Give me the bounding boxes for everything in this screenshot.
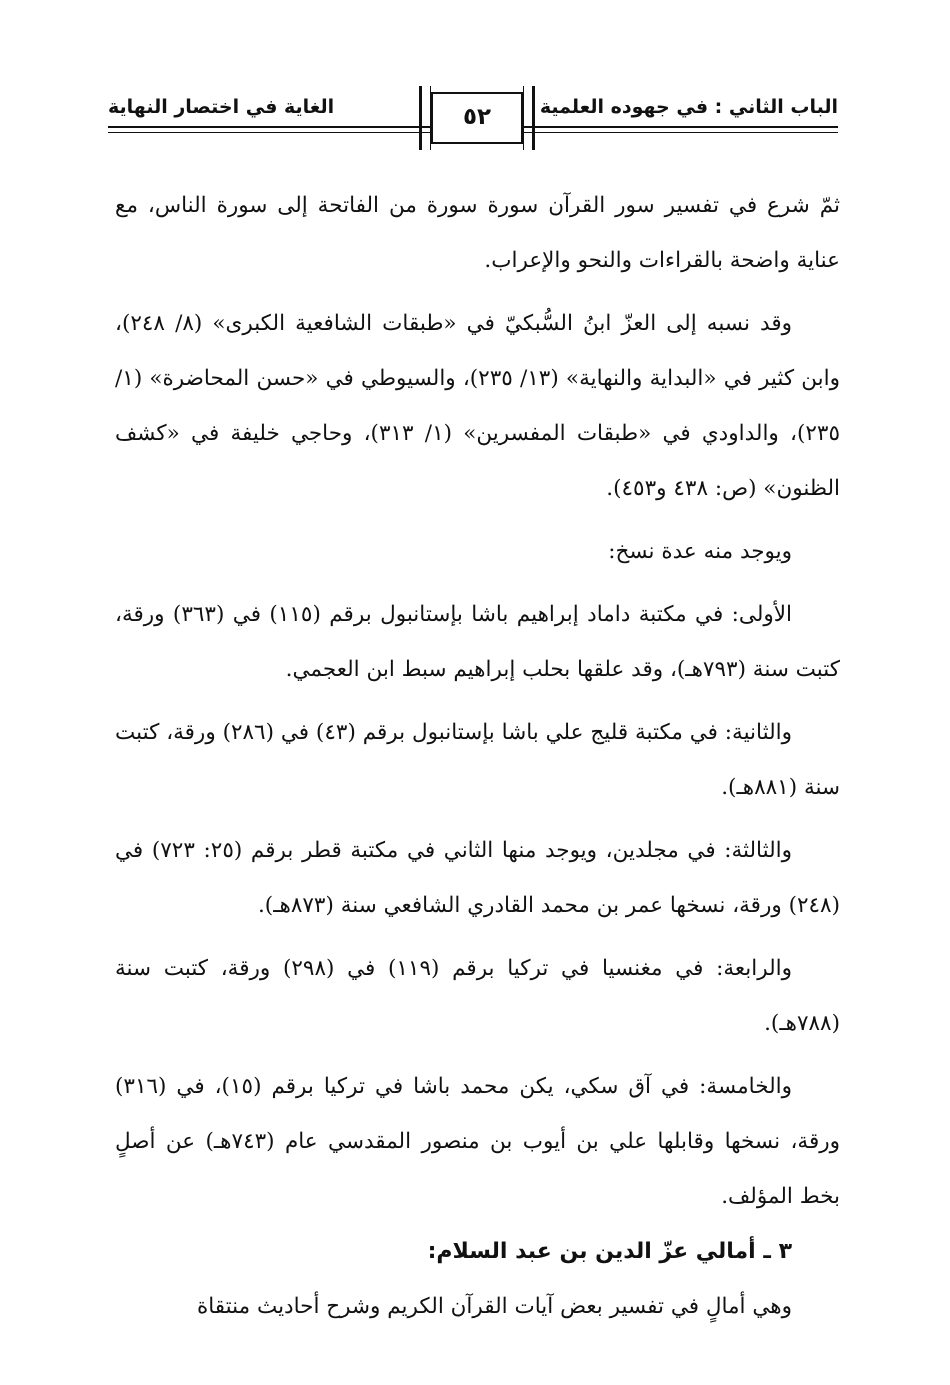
page-header xyxy=(108,88,838,158)
chapter-title: الباب الثاني : في جهوده العلمية xyxy=(539,96,838,118)
page-number: ٥٢ xyxy=(462,104,492,130)
paragraph: والثالثة: في مجلدين، ويوجد منها الثاني في مكتبة قطر برقم (٢٥: ٧٢٣) في (٢٤٨) ورقة، نسخها عمر بن محمد القادري الشافعي سنة (٨٧٣هـ). xyxy=(115,838,840,918)
paragraph: والثانية: في مكتبة قليج علي باشا بإستانبول برقم (٤٣) في (٢٨٦) ورقة، كتبت سنة (٨٨١هـ). xyxy=(115,720,840,800)
paragraph: والخامسة: في آق سكي، يكن محمد باشا في تركيا برقم (١٥)، في (٣١٦) ورقة، نسخها وقابلها علي بن أيوب بن منصور المقدسي عام (٧٤٣هـ) عن أصلٍ بخط المؤلف. xyxy=(115,1074,840,1209)
paragraph: ثمّ شرع في تفسير سور القرآن سورة سورة من الفاتحة إلى سورة الناس، مع عناية واضحة بالقراءات والنحو والإعراب. xyxy=(115,193,840,273)
book-title: الغاية في اختصار النهاية xyxy=(108,96,335,118)
section-heading: ٣ ـ أمالي عزّ الدين بن عبد السلام: xyxy=(427,1239,792,1264)
paragraph: وهي أمالٍ في تفسير بعض آيات القرآن الكريم وشرح أحاديث منتقاة xyxy=(196,1294,792,1319)
paragraph: الأولى: في مكتبة داماد إبراهيم باشا بإستانبول برقم (١١٥) في (٣٦٣) ورقة، كتبت سنة (٧٩٣هـ)، وقد علقها بحلب إبراهيم سبط ابن العجمي. xyxy=(115,602,840,682)
paragraph: ويوجد منه عدة نسخ: xyxy=(608,539,792,564)
paragraph: وقد نسبه إلى العزّ ابنُ السُّبكيّ في «طبقات الشافعية الكبرى» (٨/ ٢٤٨)، وابن كثير في «البداية والنهاية» (١٣/ ٢٣٥)، والسيوطي في «حسن المحاضرة» (١/ ٢٣٥)، والداودي في «طبقات المفسرين» (١/ ٣١٣)، وحاجي خليفة في «كشف الظنون» (ص: ٤٣٨ و٤٥٣). xyxy=(115,311,841,501)
paragraph: والرابعة: في مغنسيا في تركيا برقم (١١٩) في (٢٩٨) ورقة، كتبت سنة (٧٨٨هـ). xyxy=(115,956,840,1036)
page-number-frame xyxy=(431,92,523,144)
main-text xyxy=(115,178,840,1334)
